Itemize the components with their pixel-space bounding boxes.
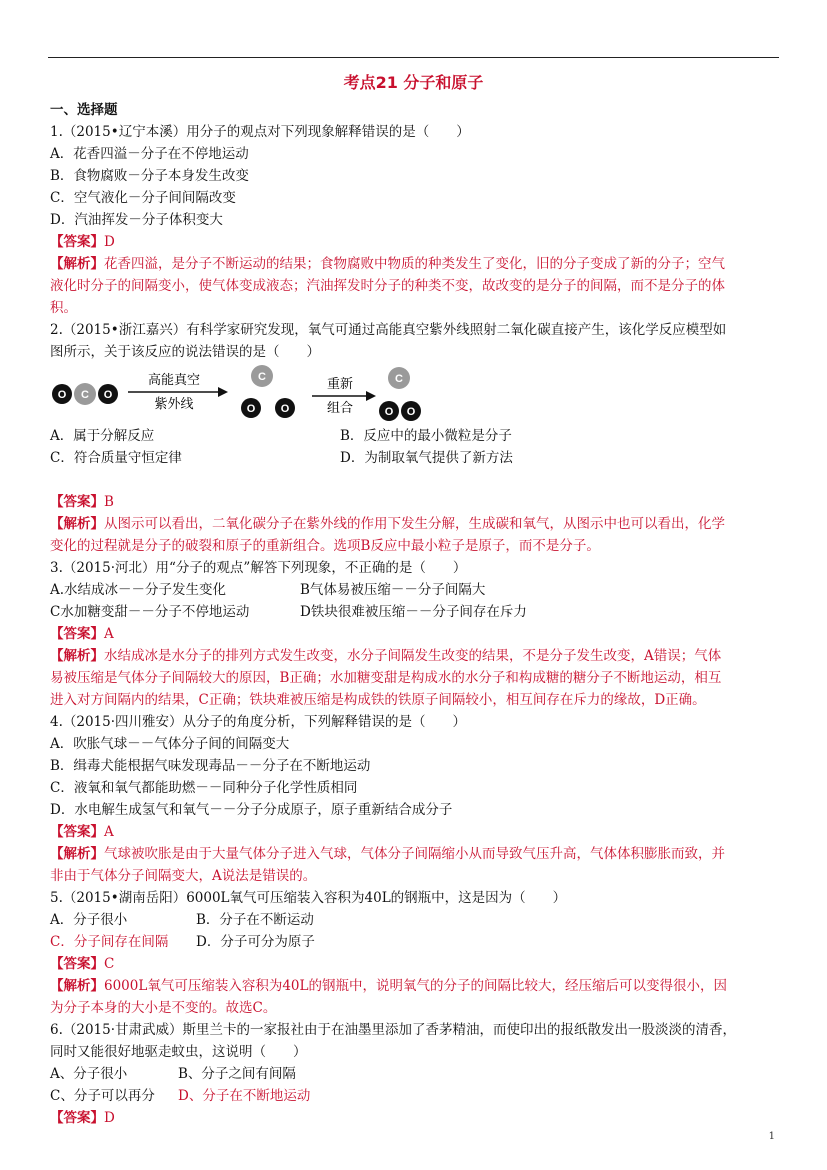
q1-option-b: B．食物腐败－分子本身发生改变 bbox=[50, 168, 249, 184]
q1-analysis-end: 积。 bbox=[50, 300, 77, 316]
arrow-recombine bbox=[312, 377, 376, 416]
header-rule bbox=[48, 57, 779, 58]
section-heading: 一、选择题 bbox=[50, 102, 118, 118]
svg-text:C: C bbox=[258, 371, 266, 383]
q2-stem-cont: 图所示，关于该反应的说法错误的是（ ） bbox=[50, 344, 320, 360]
page-number: 1 bbox=[768, 1131, 775, 1142]
q6-option-c: C、分子可以再分 bbox=[50, 1088, 155, 1104]
q6-stem-cont: 同时又能很好地驱走蚊虫，这说明（ ） bbox=[50, 1044, 307, 1060]
q5-stem: 5.（2015•湖南岳阳）6000L氧气可压缩装入容积为40L的钢瓶中，这是因为（ ） bbox=[50, 890, 567, 906]
q1-option-d: D．汽油挥发－分子体积变大 bbox=[50, 212, 223, 228]
q2-option-d: D．为制取氧气提供了新方法 bbox=[340, 450, 513, 466]
q3-option-c: C水加糖变甜－－分子不停地运动 bbox=[50, 604, 250, 620]
q3-stem: 3.（2015·河北）用“分子的观点”解答下列现象，不正确的是（ ） bbox=[50, 560, 467, 576]
q3-analysis-cont: 易被压缩是气体分子间隔较大的原因，B正确；水加糖变甜是构成水的水分子和构成糖的糖分子不断地运动，相互 bbox=[50, 670, 722, 686]
q2-option-c: C．符合质量守恒定律 bbox=[50, 450, 182, 466]
q1-stem: 1.（2015•辽宁本溪）用分子的观点对下列现象解释错误的是（ ） bbox=[50, 124, 470, 140]
q6-stem: 6.（2015·甘肃武威）斯里兰卡的一家报社由于在油墨里添加了香茅精油，而使印出的报纸散发出一股淡淡的清香， bbox=[50, 1022, 737, 1038]
svg-text:C: C bbox=[81, 389, 89, 401]
svg-text:重新: 重新 bbox=[326, 377, 354, 392]
svg-text:O: O bbox=[103, 389, 113, 401]
q3-answer: 【答案】A bbox=[50, 626, 114, 642]
q5-analysis-cont: 为分子本身的大小是不变的。故选C。 bbox=[50, 1000, 277, 1016]
q1-analysis: 【解析】花香四溢，是分子不断运动的结果；食物腐败中物质的种类发生了变化，旧的分子变成了新的分子；空气 bbox=[50, 256, 725, 272]
q5-option-c: C．分子间存在间隔 bbox=[50, 934, 169, 950]
q5-analysis: 【解析】6000L氧气可压缩装入容积为40L的钢瓶中，说明氧气的分子的间隔比较大，经压缩后可以变得很小，因 bbox=[50, 978, 727, 994]
co2-molecule bbox=[52, 383, 118, 405]
svg-text:高能真空: 高能真空 bbox=[147, 373, 201, 388]
q1-analysis-cont: 液化时分子的间隔变小，使气体变成液态；汽油挥发时分子的种类不变，故改变的是分子的间隔，而不是分子的体 bbox=[50, 278, 725, 294]
reaction-diagram bbox=[48, 364, 428, 428]
q2-analysis: 【解析】从图示可以看出，二氧化碳分子在紫外线的作用下发生分解，生成碳和氧气，从图示中也可以看出，化学 bbox=[50, 516, 725, 532]
q2-answer: 【答案】B bbox=[50, 494, 114, 510]
q5-option-a: A．分子很小 bbox=[50, 912, 128, 928]
q3-option-a: A.水结成冰－－分子发生变化 bbox=[50, 582, 227, 598]
separated-atoms bbox=[241, 365, 295, 418]
q2-analysis-cont: 变化的过程就是分子的破裂和原子的重新组合。选项B反应中最小粒子是原子，而不是分子。 bbox=[50, 538, 600, 554]
svg-text:组合: 组合 bbox=[326, 401, 354, 416]
q1-option-a: A．花香四溢－分子在不停地运动 bbox=[50, 146, 249, 162]
q1-answer: 【答案】D bbox=[50, 234, 115, 250]
q4-answer: 【答案】A bbox=[50, 824, 114, 840]
q4-option-a: A．吹胀气球－－气体分子间的间隔变大 bbox=[50, 736, 290, 752]
q3-analysis: 【解析】水结成冰是水分子的排列方式发生改变，水分子间隔发生改变的结果，不是分子发生改变，A错误；气体 bbox=[50, 648, 722, 664]
q4-option-d: D．水电解生成氢气和氧气－－分子分成原子，原子重新结合成分子 bbox=[50, 802, 453, 818]
svg-text:C: C bbox=[395, 373, 403, 385]
q6-option-a: A、分子很小 bbox=[50, 1066, 128, 1082]
q4-analysis-cont: 非由于气体分子间隔变大，A说法是错误的。 bbox=[50, 868, 317, 884]
q4-stem: 4.（2015·四川雅安）从分子的角度分析，下列解释错误的是（ ） bbox=[50, 714, 467, 730]
arrow-uv bbox=[128, 372, 228, 412]
q4-option-c: C．液氧和氧气都能助燃－－同种分子化学性质相同 bbox=[50, 780, 358, 796]
q4-analysis: 【解析】气球被吹胀是由于大量气体分子进入气球，气体分子间隔缩小从而导致气压升高，气体体积膨胀而致，并 bbox=[50, 846, 725, 862]
q2-option-a: A．属于分解反应 bbox=[50, 428, 155, 444]
svg-text:O: O bbox=[57, 389, 67, 401]
q5-option-b: B．分子在不断运动 bbox=[196, 912, 314, 928]
q3-option-d: D铁块很难被压缩－－分子间存在斥力 bbox=[300, 604, 527, 620]
q4-option-b: B．缉毒犬能根据气味发现毒品－－分子在不断地运动 bbox=[50, 758, 371, 774]
q3-analysis-end: 进入对方间隔内的结果，C正确；铁块难被压缩是构成铁的铁原子间隔较小，相互间存在斥力的缘故，D正确。 bbox=[50, 692, 706, 708]
q3-option-b: B气体易被压缩－－分子间隔大 bbox=[300, 582, 486, 598]
q5-answer: 【答案】C bbox=[50, 956, 115, 972]
svg-text:O: O bbox=[280, 403, 290, 415]
q6-option-d: D、分子在不断地运动 bbox=[178, 1088, 311, 1104]
q2-stem: 2.（2015•浙江嘉兴）有科学家研究发现，氧气可通过高能真空紫外线照射二氧化碳直接产生，该化学反应模型如 bbox=[50, 322, 727, 338]
page-title: 考点21 分子和原子 bbox=[343, 73, 484, 92]
svg-text:O: O bbox=[384, 406, 394, 418]
q6-answer: 【答案】D bbox=[50, 1110, 115, 1126]
q5-option-d: D．分子可分为原子 bbox=[196, 934, 315, 950]
q6-option-b: B、分子之间有间隔 bbox=[178, 1066, 296, 1082]
product-atoms bbox=[379, 367, 421, 421]
svg-text:O: O bbox=[406, 406, 416, 418]
svg-text:紫外线: 紫外线 bbox=[154, 397, 194, 412]
q1-option-c: C．空气液化－分子间间隔改变 bbox=[50, 190, 236, 206]
q2-option-b: B．反应中的最小微粒是分子 bbox=[340, 428, 512, 444]
svg-text:O: O bbox=[246, 403, 256, 415]
